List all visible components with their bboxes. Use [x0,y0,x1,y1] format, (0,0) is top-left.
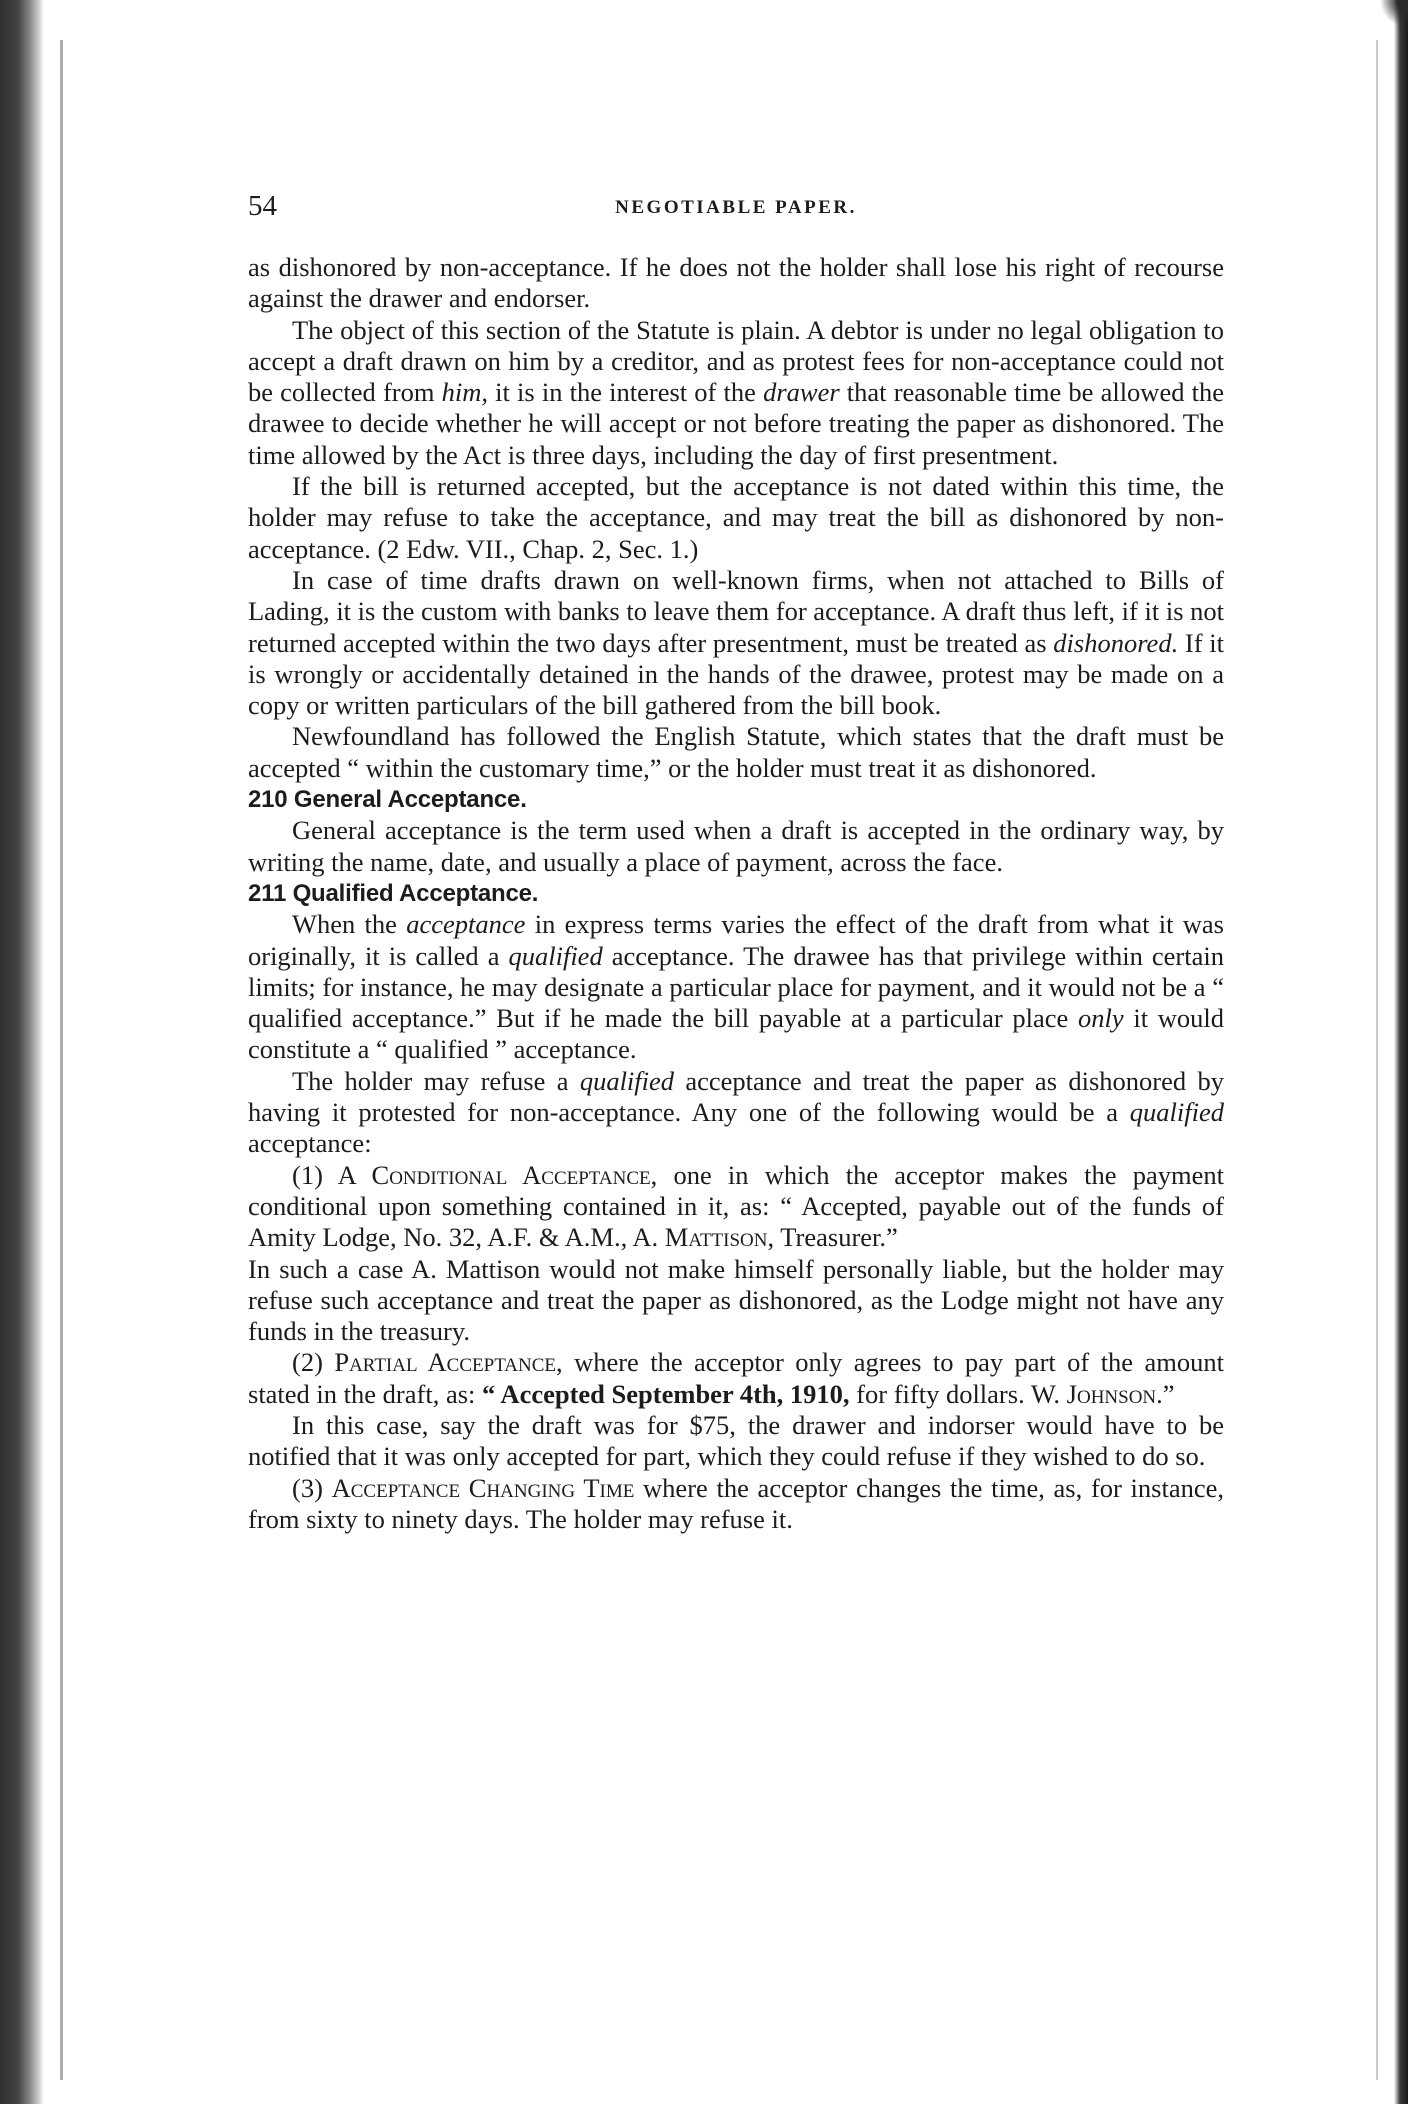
paragraph-object-of-section: The object of this section of the Statute is plain. A debtor is under no legal obligation to accept a draft drawn on him by a creditor, and as protest fees for non-acceptance could not be collected from him, it is in the interest of the drawer that reasonable time be allowed the drawee to decide whether he will accept or not before treating the paper as dishonored. The time allowed by the Act is three days, including the day of first presentment. [248,314,1224,470]
book-page [248,190,1224,1535]
scan-right-border [1394,0,1408,2104]
paragraph-mattison: In such a case A. Mattison would not make himself personally liable, but the holder may refuse such acceptance and treat the paper as dishonored, as the Lodge might not have any funds in the treasury. [248,1253,1224,1347]
list-item-partial-acceptance: (2) Partial Acceptance, where the acceptor only agrees to pay part of the amount stated in the draft, as: “ Accepted September 4th, 1910, for fifty dollars. W. Johnson.” [248,1347,1224,1409]
paragraph-general-acceptance: General acceptance is the term used when a draft is accepted in the ordinary way, by writing the name, date, and usually a place of payment, across the face. [248,815,1224,877]
list-item-changing-time: (3) Acceptance Changing Time where the acceptor changes the time, as, for instance, from sixty to ninety days. The holder may refuse it. [248,1472,1225,1534]
running-head [248,190,1224,230]
scan-corner-mark [1348,0,1408,30]
list-item-conditional-acceptance: (1) A Conditional Acceptance, one in which the acceptor makes the payment conditional upon something contained in it, as: “ Accepted, payable out of the funds of Amity Lodge, No. 32, A.F. & A.M., A. Mattison, Treasurer.” [248,1159,1224,1253]
body-text [248,252,1224,1535]
section-heading-210: 210 General Acceptance. [248,786,527,814]
paragraph-qualified-definition: When the acceptance in express terms varies the effect of the draft from what it was originally, it is called a qualified acceptance. The drawee has that privilege within certain limits; for instance, he may designate a particular place for payment, and it would not be a “ qualified acceptance.” But if he made the bill payable at a particular place only it would constitute a “ qualified ” acceptance. [248,909,1224,1065]
paragraph-time-drafts: In case of time drafts drawn on well-known firms, when not attached to Bills of Lading, it is the custom with banks to leave them for acceptance. A draft thus left, if it is not returned accepted within the two days after presentment, must be treated as dishonored. If it is wrongly or accidentally detained in the hands of the drawee, protest may be made on a copy or written particulars of the bill gathered from the bill book. [248,564,1224,721]
paragraph-continued: as dishonored by non-acceptance. If he does not the holder shall lose his right of recourse against the drawer and endorser. [248,252,1224,314]
paragraph-partial-case: In this case, say the draft was for $75, the drawer and indorser would have to be notified that it was only accepted for part, which they could refuse if they wished to do so. [248,1409,1224,1472]
paragraph-returned-accepted: If the bill is returned accepted, but the acceptance is not dated within this time, the holder may refuse to take the acceptance, and may treat the bill as dishonored by non-acceptance. (2 Edw. VII., Chap. 2, Sec. 1.) [248,471,1224,564]
scan-left-rule [60,40,63,2080]
scan-right-rule [1376,40,1378,2080]
paragraph-holder-may-refuse: The holder may refuse a qualified acceptance and treat the paper as dishonored by having it protested for non-acceptance. Any one of the following would be a qualified acceptance: [248,1065,1224,1159]
paragraph-newfoundland: Newfoundland has followed the English Statute, which states that the draft must be accepted “ within the customary time,” or the holder must treat it as dishonored. [248,721,1224,783]
running-title: NEGOTIABLE PAPER. [615,197,857,218]
scan-left-border [0,0,44,2104]
page-number: 54 [248,190,277,222]
section-heading-211: 211 Qualified Acceptance. [248,879,539,907]
